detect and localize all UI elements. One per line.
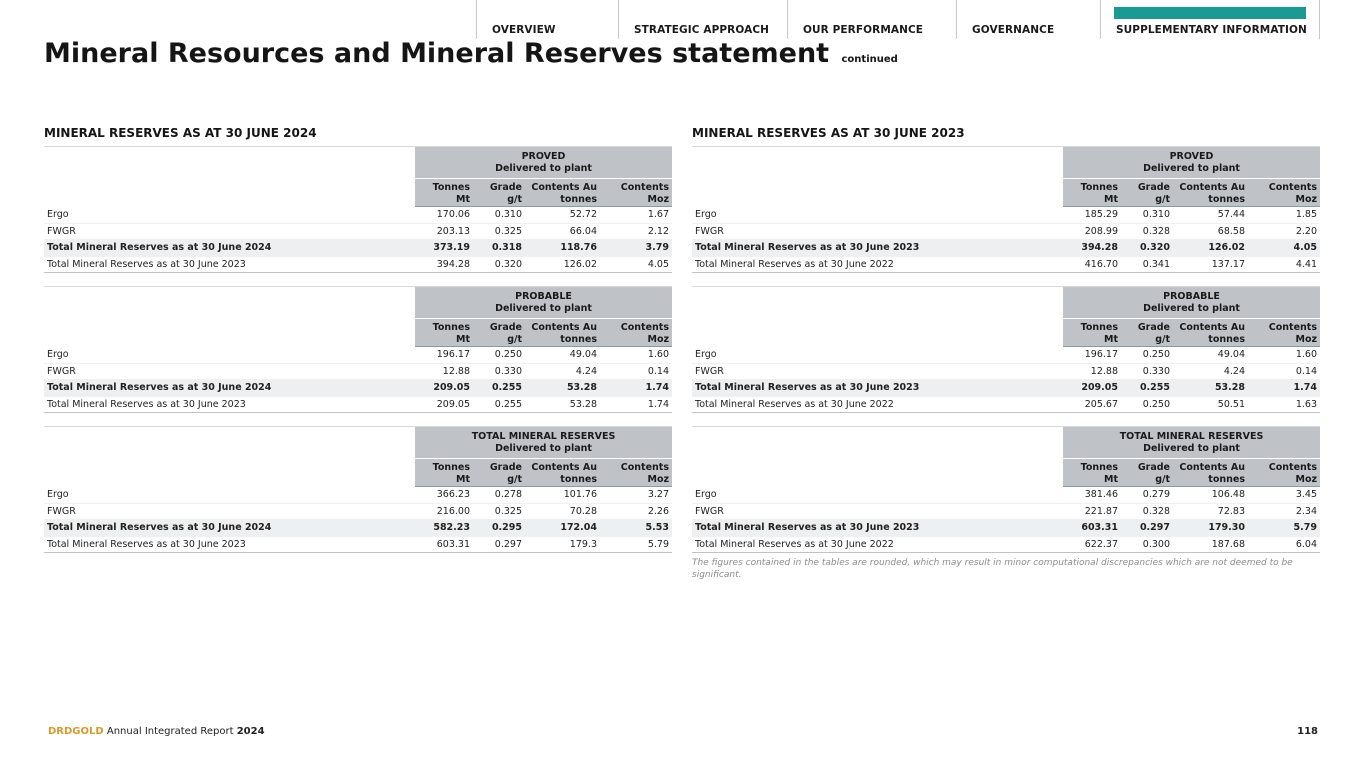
nav-tab-label: STRATEGIC APPROACH — [634, 24, 770, 36]
cell-c2: 0.310 — [494, 209, 522, 220]
column-header-line1: Contents Au — [531, 462, 597, 473]
group-heading: TOTAL MINERAL RESERVES — [471, 431, 616, 442]
cell-c4: 1.74 — [647, 398, 669, 410]
group-subheading: Delivered to plant — [495, 163, 592, 174]
cell-c3: 53.28 — [569, 398, 597, 410]
column-header-line1: Grade — [489, 322, 522, 333]
reserves-table — [692, 426, 1320, 553]
table-row — [692, 380, 1320, 397]
group-heading-cell — [1063, 427, 1320, 458]
cell-c4: 2.12 — [647, 225, 669, 237]
cell-c2: 0.250 — [1142, 398, 1170, 410]
table-row — [44, 240, 672, 257]
table-row — [44, 257, 672, 274]
cell-c3: 126.02 — [563, 258, 597, 270]
row-label: FWGR — [47, 505, 76, 517]
cell-c3: 57.44 — [1217, 209, 1245, 220]
column-header-unit: Moz — [647, 334, 669, 345]
cell-c1: 366.23 — [436, 489, 470, 500]
column-header-c1 — [1063, 182, 1118, 206]
column-header-c1 — [415, 322, 470, 346]
cell-c1: 603.31 — [436, 538, 470, 550]
row-label: FWGR — [47, 225, 76, 237]
cell-c1: 196.17 — [436, 349, 470, 360]
table-group-header — [692, 286, 1320, 318]
table-row — [44, 487, 672, 504]
cell-c3: 70.28 — [569, 505, 597, 517]
column-header-line1: Contents — [1268, 182, 1317, 193]
column-header-unit: tonnes — [560, 194, 597, 205]
reserves-table — [692, 286, 1320, 413]
table-row — [692, 257, 1320, 274]
column-header-c4 — [597, 322, 669, 346]
cell-c4: 6.04 — [1295, 538, 1317, 550]
column-header-c4 — [597, 182, 669, 206]
table-row — [44, 347, 672, 364]
cell-c1: 12.88 — [1090, 365, 1118, 377]
column-header-line1: Contents Au — [1179, 322, 1245, 333]
cell-c4: 4.05 — [1293, 242, 1317, 254]
group-heading-cell — [1063, 147, 1320, 178]
cell-c1: 394.28 — [1081, 242, 1118, 254]
cell-c3: 106.48 — [1211, 489, 1245, 500]
row-label: Total Mineral Reserves as at 30 June 2022 — [695, 398, 894, 410]
cell-c3: 4.24 — [1223, 365, 1245, 377]
group-heading: PROVED — [521, 151, 566, 162]
group-heading: TOTAL MINERAL RESERVES — [1119, 431, 1264, 442]
column-header-line1: Tonnes — [432, 322, 470, 333]
reserves-table — [44, 146, 672, 273]
cell-c1: 394.28 — [436, 258, 470, 270]
cell-c3: 49.04 — [569, 349, 597, 360]
table-group-header — [44, 426, 672, 458]
column-header-line1: Tonnes — [432, 182, 470, 193]
column-header-line1: Tonnes — [1080, 322, 1118, 333]
row-label: Ergo — [695, 349, 717, 360]
table-group-header — [692, 146, 1320, 178]
section-title: MINERAL RESERVES AS AT 30 JUNE 2023 — [692, 126, 965, 140]
page-title-text: Mineral Resources and Mineral Reserves statement — [44, 38, 830, 69]
column-header-unit: Moz — [1295, 334, 1317, 345]
cell-c2: 0.297 — [494, 538, 522, 550]
group-subheading: Delivered to plant — [495, 303, 592, 314]
cell-c3: 68.58 — [1217, 225, 1245, 237]
cell-c1: 216.00 — [436, 505, 470, 517]
nav-tab-our-performance[interactable] — [787, 0, 956, 39]
cell-c1: 203.13 — [436, 225, 470, 237]
column-header-c3 — [522, 182, 597, 206]
cell-c1: 416.70 — [1084, 258, 1118, 270]
column-header-line1: Tonnes — [1080, 462, 1118, 473]
column-header-c3 — [522, 462, 597, 486]
cell-c3: 126.02 — [1208, 242, 1245, 254]
row-label: Ergo — [47, 209, 69, 220]
table-row — [44, 364, 672, 381]
table-group-header — [44, 286, 672, 318]
report-name: Annual Integrated Report — [106, 726, 234, 737]
cell-c1: 185.29 — [1084, 209, 1118, 220]
cell-c3: 137.17 — [1211, 258, 1245, 270]
column-header-line1: Tonnes — [1080, 182, 1118, 193]
column-header-unit: Moz — [647, 194, 669, 205]
column-header-unit: g/t — [1155, 474, 1170, 485]
column-header-unit: tonnes — [1208, 194, 1245, 205]
cell-c3: 53.28 — [1214, 382, 1245, 394]
column-header-c2 — [1118, 182, 1170, 206]
column-header-unit: Mt — [456, 334, 470, 345]
column-header-unit: Mt — [456, 194, 470, 205]
brand-name: DRDGOLD — [48, 726, 104, 737]
row-label: FWGR — [47, 365, 76, 377]
nav-tab-label: OVERVIEW — [492, 24, 556, 36]
group-subheading: Delivered to plant — [1143, 303, 1240, 314]
cell-c2: 0.297 — [1139, 522, 1170, 534]
cell-c4: 1.74 — [1293, 382, 1317, 394]
column-header-line1: Contents — [620, 322, 669, 333]
table-row — [692, 487, 1320, 504]
row-label: Total Mineral Reserves as at 30 June 2022 — [695, 258, 894, 270]
cell-c4: 5.79 — [1293, 522, 1317, 534]
column-header-line1: Contents Au — [531, 322, 597, 333]
column-header-line1: Contents Au — [531, 182, 597, 193]
cell-c3: 187.68 — [1211, 538, 1245, 550]
table-row — [692, 520, 1320, 537]
table-row — [692, 347, 1320, 364]
group-subheading: Delivered to plant — [1143, 443, 1240, 454]
cell-c1: 221.87 — [1084, 505, 1118, 517]
cell-c1: 622.37 — [1084, 538, 1118, 550]
cell-c4: 4.41 — [1295, 258, 1317, 270]
cell-c1: 209.05 — [433, 382, 470, 394]
table-row — [44, 380, 672, 397]
row-label: Total Mineral Reserves as at 30 June 2023 — [695, 382, 920, 394]
row-label: Ergo — [47, 489, 69, 500]
cell-c2: 0.330 — [494, 365, 522, 377]
nav-tab-label: OUR PERFORMANCE — [803, 24, 924, 36]
cell-c2: 0.325 — [494, 505, 522, 517]
cell-c3: 172.04 — [560, 522, 597, 534]
table-column-header — [692, 318, 1320, 347]
cell-c3: 52.72 — [569, 209, 597, 220]
row-label: Ergo — [695, 209, 717, 220]
column-header-unit: tonnes — [560, 474, 597, 485]
table-row — [692, 537, 1320, 554]
cell-c2: 0.255 — [491, 382, 522, 394]
cell-c2: 0.325 — [494, 225, 522, 237]
group-heading-cell — [415, 427, 672, 458]
reserves-table — [44, 286, 672, 413]
cell-c1: 208.99 — [1084, 225, 1118, 237]
table-row — [44, 537, 672, 554]
column-header-c3 — [522, 322, 597, 346]
row-label: Total Mineral Reserves as at 30 June 2024 — [47, 522, 272, 534]
cell-c3: 179.3 — [569, 538, 597, 550]
row-label: Ergo — [47, 349, 69, 360]
column-header-c4 — [1245, 182, 1317, 206]
active-tab-indicator — [1114, 7, 1306, 19]
column-header-c1 — [1063, 462, 1118, 486]
column-header-c3 — [1170, 462, 1245, 486]
table-column-header — [692, 458, 1320, 487]
column-header-unit: g/t — [507, 334, 522, 345]
cell-c3: 4.24 — [575, 365, 597, 377]
cell-c2: 0.250 — [494, 349, 522, 360]
column-header-unit: g/t — [1155, 194, 1170, 205]
cell-c3: 72.83 — [1217, 505, 1245, 517]
cell-c1: 196.17 — [1084, 349, 1118, 360]
cell-c4: 1.74 — [645, 382, 669, 394]
nav-tab-label: GOVERNANCE — [972, 24, 1055, 36]
section-title: MINERAL RESERVES AS AT 30 JUNE 2024 — [44, 126, 317, 140]
cell-c4: 2.26 — [647, 505, 669, 517]
cell-c1: 381.46 — [1084, 489, 1118, 500]
cell-c4: 2.20 — [1295, 225, 1317, 237]
cell-c2: 0.278 — [494, 489, 522, 500]
cell-c2: 0.279 — [1142, 489, 1170, 500]
cell-c4: 3.27 — [647, 489, 669, 500]
group-subheading: Delivered to plant — [495, 443, 592, 454]
table-row — [692, 224, 1320, 241]
table-group-header — [692, 426, 1320, 458]
cell-c4: 5.79 — [647, 538, 669, 550]
footer-report-title — [48, 726, 265, 737]
column-header-c3 — [1170, 322, 1245, 346]
row-label: Total Mineral Reserves as at 30 June 2023 — [695, 522, 920, 534]
table-row — [44, 520, 672, 537]
column-header-c2 — [470, 322, 522, 346]
column-header-line1: Grade — [1137, 462, 1170, 473]
column-header-c2 — [1118, 462, 1170, 486]
cell-c4: 1.67 — [647, 209, 669, 220]
nav-tab-governance[interactable] — [956, 0, 1100, 39]
table-column-header — [692, 178, 1320, 207]
cell-c2: 0.300 — [1142, 538, 1170, 550]
group-heading: PROBABLE — [515, 291, 572, 302]
column-header-unit: Mt — [1104, 334, 1118, 345]
cell-c1: 209.05 — [436, 398, 470, 410]
column-header-unit: Moz — [647, 474, 669, 485]
cell-c1: 205.67 — [1084, 398, 1118, 410]
column-header-unit: Mt — [1104, 474, 1118, 485]
cell-c4: 0.14 — [1295, 365, 1317, 377]
cell-c4: 1.60 — [647, 349, 669, 360]
column-header-c2 — [470, 182, 522, 206]
column-header-unit: g/t — [507, 194, 522, 205]
table-row — [44, 397, 672, 414]
column-header-unit: Mt — [456, 474, 470, 485]
table-group-header — [44, 146, 672, 178]
column-header-line1: Grade — [489, 182, 522, 193]
cell-c4: 3.79 — [645, 242, 669, 254]
row-label: FWGR — [695, 365, 724, 377]
cell-c4: 2.34 — [1295, 505, 1317, 517]
cell-c2: 0.295 — [491, 522, 522, 534]
cell-c1: 12.88 — [442, 365, 470, 377]
group-heading-cell — [415, 147, 672, 178]
cell-c4: 0.14 — [647, 365, 669, 377]
row-label: Total Mineral Reserves as at 30 June 2023 — [695, 242, 920, 254]
cell-c3: 118.76 — [560, 242, 597, 254]
reserves-section — [692, 126, 1320, 550]
table-row — [44, 207, 672, 224]
cell-c1: 373.19 — [433, 242, 470, 254]
group-heading-cell — [1063, 287, 1320, 318]
cell-c4: 4.05 — [647, 258, 669, 270]
column-header-c2 — [470, 462, 522, 486]
row-label: FWGR — [695, 505, 724, 517]
report-year: 2024 — [236, 726, 265, 737]
column-header-c4 — [1245, 462, 1317, 486]
table-row — [692, 397, 1320, 414]
footnote: The figures contained in the tables are rounded, which may result in minor computational discrepancies which are not deemed to be significant. — [692, 558, 1293, 580]
column-header-line1: Contents — [620, 182, 669, 193]
column-header-line1: Contents — [1268, 462, 1317, 473]
column-header-line1: Contents Au — [1179, 462, 1245, 473]
nav-tab-supplementary-information[interactable] — [1100, 0, 1320, 39]
column-header-unit: Mt — [1104, 194, 1118, 205]
column-header-c2 — [1118, 322, 1170, 346]
table-column-header — [44, 318, 672, 347]
cell-c4: 1.60 — [1295, 349, 1317, 360]
row-label: Ergo — [695, 489, 717, 500]
group-heading: PROBABLE — [1163, 291, 1220, 302]
column-header-unit: Moz — [1295, 474, 1317, 485]
cell-c2: 0.320 — [1139, 242, 1170, 254]
group-heading: PROVED — [1169, 151, 1214, 162]
column-header-c1 — [415, 462, 470, 486]
cell-c1: 582.23 — [433, 522, 470, 534]
cell-c1: 170.06 — [436, 209, 470, 220]
group-heading-cell — [415, 287, 672, 318]
column-header-c1 — [415, 182, 470, 206]
column-header-unit: g/t — [507, 474, 522, 485]
column-header-line1: Grade — [1137, 182, 1170, 193]
row-label: Total Mineral Reserves as at 30 June 2022 — [695, 538, 894, 550]
table-row — [692, 364, 1320, 381]
row-label: Total Mineral Reserves as at 30 June 2023 — [47, 258, 246, 270]
table-column-header — [44, 178, 672, 207]
row-label: Total Mineral Reserves as at 30 June 2024 — [47, 242, 272, 254]
table-row — [44, 224, 672, 241]
cell-c3: 179.30 — [1208, 522, 1245, 534]
cell-c2: 0.330 — [1142, 365, 1170, 377]
cell-c3: 66.04 — [569, 225, 597, 237]
column-header-c4 — [1245, 322, 1317, 346]
nav-tab-strategic-approach[interactable] — [618, 0, 787, 39]
row-label: Total Mineral Reserves as at 30 June 2023 — [47, 398, 246, 410]
column-header-line1: Grade — [1137, 322, 1170, 333]
cell-c3: 49.04 — [1217, 349, 1245, 360]
page-number: 118 — [1297, 726, 1318, 737]
row-label: Total Mineral Reserves as at 30 June 2024 — [47, 382, 272, 394]
page-title-suffix: continued — [841, 54, 898, 65]
row-label: Total Mineral Reserves as at 30 June 2023 — [47, 538, 246, 550]
column-header-c4 — [597, 462, 669, 486]
cell-c2: 0.328 — [1142, 225, 1170, 237]
cell-c1: 603.31 — [1081, 522, 1118, 534]
table-column-header — [44, 458, 672, 487]
column-header-unit: g/t — [1155, 334, 1170, 345]
cell-c3: 50.51 — [1217, 398, 1245, 410]
reserves-section — [44, 126, 672, 550]
nav-tab-label: SUPPLEMENTARY INFORMATION — [1116, 24, 1307, 36]
cell-c2: 0.320 — [494, 258, 522, 270]
reserves-table — [44, 426, 672, 553]
table-row — [692, 504, 1320, 521]
cell-c3: 53.28 — [566, 382, 597, 394]
table-row — [692, 207, 1320, 224]
column-header-line1: Tonnes — [432, 462, 470, 473]
cell-c4: 1.85 — [1295, 209, 1317, 220]
page-title — [44, 38, 898, 69]
column-header-unit: tonnes — [560, 334, 597, 345]
table-row — [692, 240, 1320, 257]
column-header-line1: Contents — [620, 462, 669, 473]
column-header-unit: Moz — [1295, 194, 1317, 205]
cell-c3: 101.76 — [563, 489, 597, 500]
cell-c4: 3.45 — [1295, 489, 1317, 500]
cell-c2: 0.250 — [1142, 349, 1170, 360]
group-subheading: Delivered to plant — [1143, 163, 1240, 174]
column-header-c1 — [1063, 322, 1118, 346]
cell-c2: 0.318 — [491, 242, 522, 254]
cell-c4: 5.53 — [645, 522, 669, 534]
cell-c2: 0.255 — [1139, 382, 1170, 394]
column-header-unit: tonnes — [1208, 334, 1245, 345]
column-header-line1: Grade — [489, 462, 522, 473]
cell-c1: 209.05 — [1081, 382, 1118, 394]
column-header-line1: Contents — [1268, 322, 1317, 333]
cell-c2: 0.341 — [1142, 258, 1170, 270]
cell-c2: 0.255 — [494, 398, 522, 410]
cell-c4: 1.63 — [1295, 398, 1317, 410]
top-navigation — [476, 0, 1320, 39]
row-label: FWGR — [695, 225, 724, 237]
cell-c2: 0.328 — [1142, 505, 1170, 517]
cell-c2: 0.310 — [1142, 209, 1170, 220]
nav-tab-overview[interactable] — [476, 0, 618, 39]
column-header-line1: Contents Au — [1179, 182, 1245, 193]
table-row — [44, 504, 672, 521]
reserves-table — [692, 146, 1320, 273]
column-header-unit: tonnes — [1208, 474, 1245, 485]
column-header-c3 — [1170, 182, 1245, 206]
